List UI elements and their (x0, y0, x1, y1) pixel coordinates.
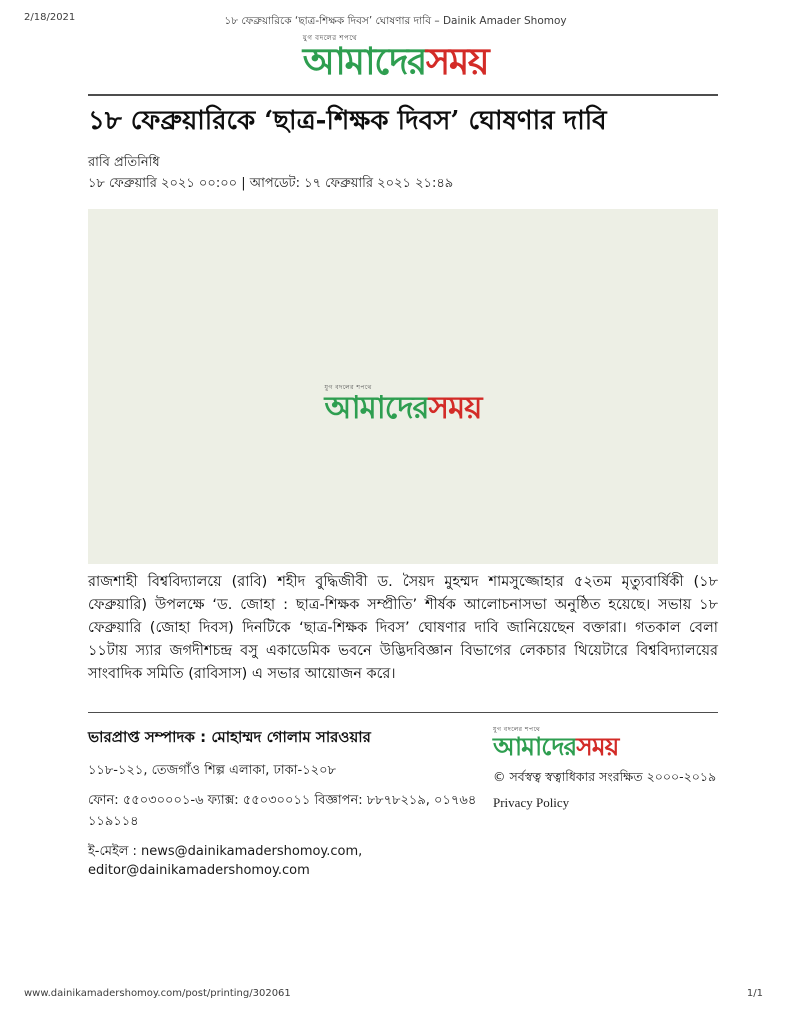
footer-copyright: © সর্বস্বত্ব স্বত্বাধিকার সংরক্ষিত ২০০০-২০১৯ (493, 769, 717, 784)
footer-logo-red: সময় (576, 732, 619, 761)
footer-contact-block (88, 726, 480, 887)
article-body: রাজশাহী বিশ্ববিদ্যালয়ে (রাবি) শহীদ বুদ্ধিজীবী ড. সৈয়দ মুহম্মদ শামসুজ্জোহার ৫২তম মৃত্যুবার্ষিকী (১৮ ফেব্রুয়ারি) উপলক্ষে ‘ড. জোহা : ছাত্র-শিক্ষক সম্প্রীতি’ শীর্ষক আলোচনাসভা অনুষ্ঠিত হয়েছে। সভায় ১৮ ফেব্রুয়ারি (জোহা দিবস) দিনটিকে ‘ছাত্র-শিক্ষক দিবস’ ঘোষণার দাবি জানিয়েছেন বক্তারা। গতকাল বেলা ১১টায় স্যার জগদীশচন্দ্র বসু একাডেমিক ভবনে উদ্ভিদবিজ্ঞান বিভাগের লেকচার থিয়েটারে বিশ্ববিদ্যালয়ের সাংবাদিক সমিতি (রাবিসাস) এ সভার আয়োজন করে। (88, 574, 718, 682)
article-byline: রাবি প্রতিনিধি (88, 155, 160, 170)
header-divider (88, 94, 718, 96)
print-url: www.dainikamadershomoy.com/post/printing/302061 (24, 988, 291, 999)
watermark-logo-green: আমাদের (324, 390, 429, 426)
privacy-policy-link[interactable]: Privacy Policy (493, 795, 570, 810)
footer-divider (88, 712, 718, 713)
article-dateline: ১৮ ফেব্রুয়ারি ২০২১ ০০:০০ | আপডেট: ১৭ ফেব্রুয়ারি ২০২১ ২১:৪৯ (88, 176, 454, 191)
logo-wordmark (303, 40, 488, 83)
print-footer (0, 988, 791, 1002)
masthead (0, 34, 791, 82)
watermark-logo-tagline: যুগ বদলের শপথে (324, 384, 372, 391)
footer-address-line: ১১৮-১২১, তেজগাঁও শিল্প এলাকা, ঢাকা-১২০৮ (88, 763, 336, 778)
watermark-logo (324, 384, 481, 425)
footer-brand-block (493, 726, 718, 887)
footer-phone-line: ফোন: ৫৫০৩০০০১-৬ ফ্যাক্স: ৫৫০৩০০১১ বিজ্ঞাপন: ৮৮৭৮২১৯, ০১৭৬৪ ১১৯১১৪ (88, 793, 477, 829)
footer-logo (493, 726, 618, 761)
article-image-placeholder (88, 209, 718, 564)
print-page-number: 1/1 (746, 988, 763, 999)
footer-email-line: ই-মেইল : news@dainikamadershomoy.com, editor@dainikamadershomoy.com (88, 844, 363, 878)
logo-part-green: আমাদের (302, 40, 426, 83)
footer-logo-tagline: যুগ বদলের শপথে (493, 726, 541, 733)
print-header (0, 12, 791, 28)
print-page-title: ১৮ ফেব্রুয়ারিকে ‘ছাত্র-শিক্ষক দিবস’ ঘোষণার দাবি – Dainik Amader Shomoy (224, 15, 567, 27)
site-footer (88, 726, 718, 887)
site-logo (303, 34, 488, 82)
print-date: 2/18/2021 (24, 12, 76, 23)
footer-editor-line: ভারপ্রাপ্ত সম্পাদক : মোহাম্মদ গোলাম সারওয়ার (88, 728, 371, 746)
logo-tagline: যুগ বদলের শপথে (302, 34, 358, 42)
logo-part-red: সময় (425, 40, 489, 83)
footer-logo-green: আমাদের (493, 732, 577, 761)
watermark-logo-red: সময় (428, 390, 482, 426)
footer-logo-wordmark (493, 732, 618, 761)
watermark-logo-wordmark (324, 390, 481, 426)
article-headline: ১৮ ফেব্রুয়ারিকে ‘ছাত্র-শিক্ষক দিবস’ ঘোষণার দাবি (88, 106, 607, 136)
